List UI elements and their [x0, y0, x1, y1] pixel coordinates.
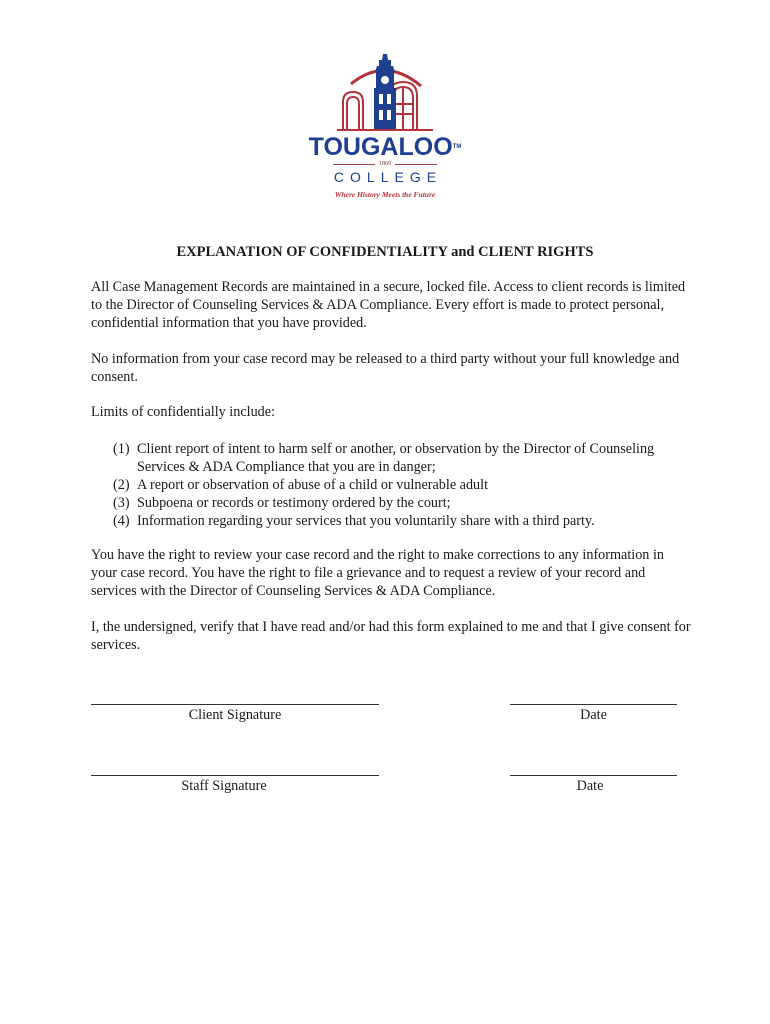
logo-wordmark: TOUGALOO™	[308, 133, 462, 161]
paragraph-limits-intro: Limits of confidentially include:	[91, 404, 276, 420]
logo-college: COLLEGE	[333, 169, 443, 185]
divider	[333, 164, 375, 165]
paragraph-verification: I, the undersigned, verify that I have read and/or had this form explained to me and that I give consent for services.	[91, 619, 691, 653]
list-item: (3) Subpoena or records or testimony ordered by the court;	[113, 495, 451, 511]
staff-date-line[interactable]	[510, 775, 677, 776]
list-item: (1) Client report of intent to harm self or another, or observation by the Director of Counseling Services & ADA Compliance that you are in danger;	[113, 441, 655, 475]
staff-signature-label: Staff Signature	[181, 778, 267, 794]
clock-tower-icon	[337, 52, 433, 132]
client-date-line[interactable]	[510, 704, 677, 705]
tougaloo-college-logo	[300, 52, 470, 212]
client-date-label: Date	[580, 707, 607, 723]
client-signature-line[interactable]	[91, 704, 379, 705]
paragraph-rights: You have the right to review your case record and the right to make corrections to any information in your case record. You have the right to file a grievance and to request a review of your record and services with the Director of Counseling Services & ADA Compliance.	[91, 547, 664, 599]
staff-date-label: Date	[576, 778, 604, 794]
paragraph-consent: No information from your case record may be released to a third party without your full knowledge and consent.	[91, 351, 680, 385]
divider	[395, 164, 437, 165]
list-item: (4) Information regarding your services that you voluntarily share with a third party.	[113, 513, 595, 529]
staff-signature-line[interactable]	[91, 775, 379, 776]
limits-list	[113, 440, 693, 530]
list-item: (2) A report or observation of abuse of a child or vulnerable adult	[113, 477, 489, 493]
client-signature-label: Client Signature	[188, 707, 282, 723]
logo-founding-year: 1869	[300, 160, 470, 168]
logo-tagline: Where History Meets the Future	[334, 190, 436, 199]
document-title: EXPLANATION OF CONFIDENTIALITY and CLIENT RIGHTS	[176, 244, 594, 260]
paragraph-records: All Case Management Records are maintained in a secure, locked file. Access to client records is limited to the Director of Counseling Services & ADA Compliance. Every effort is made to protect personal, confidential information that you have provided.	[91, 279, 686, 331]
